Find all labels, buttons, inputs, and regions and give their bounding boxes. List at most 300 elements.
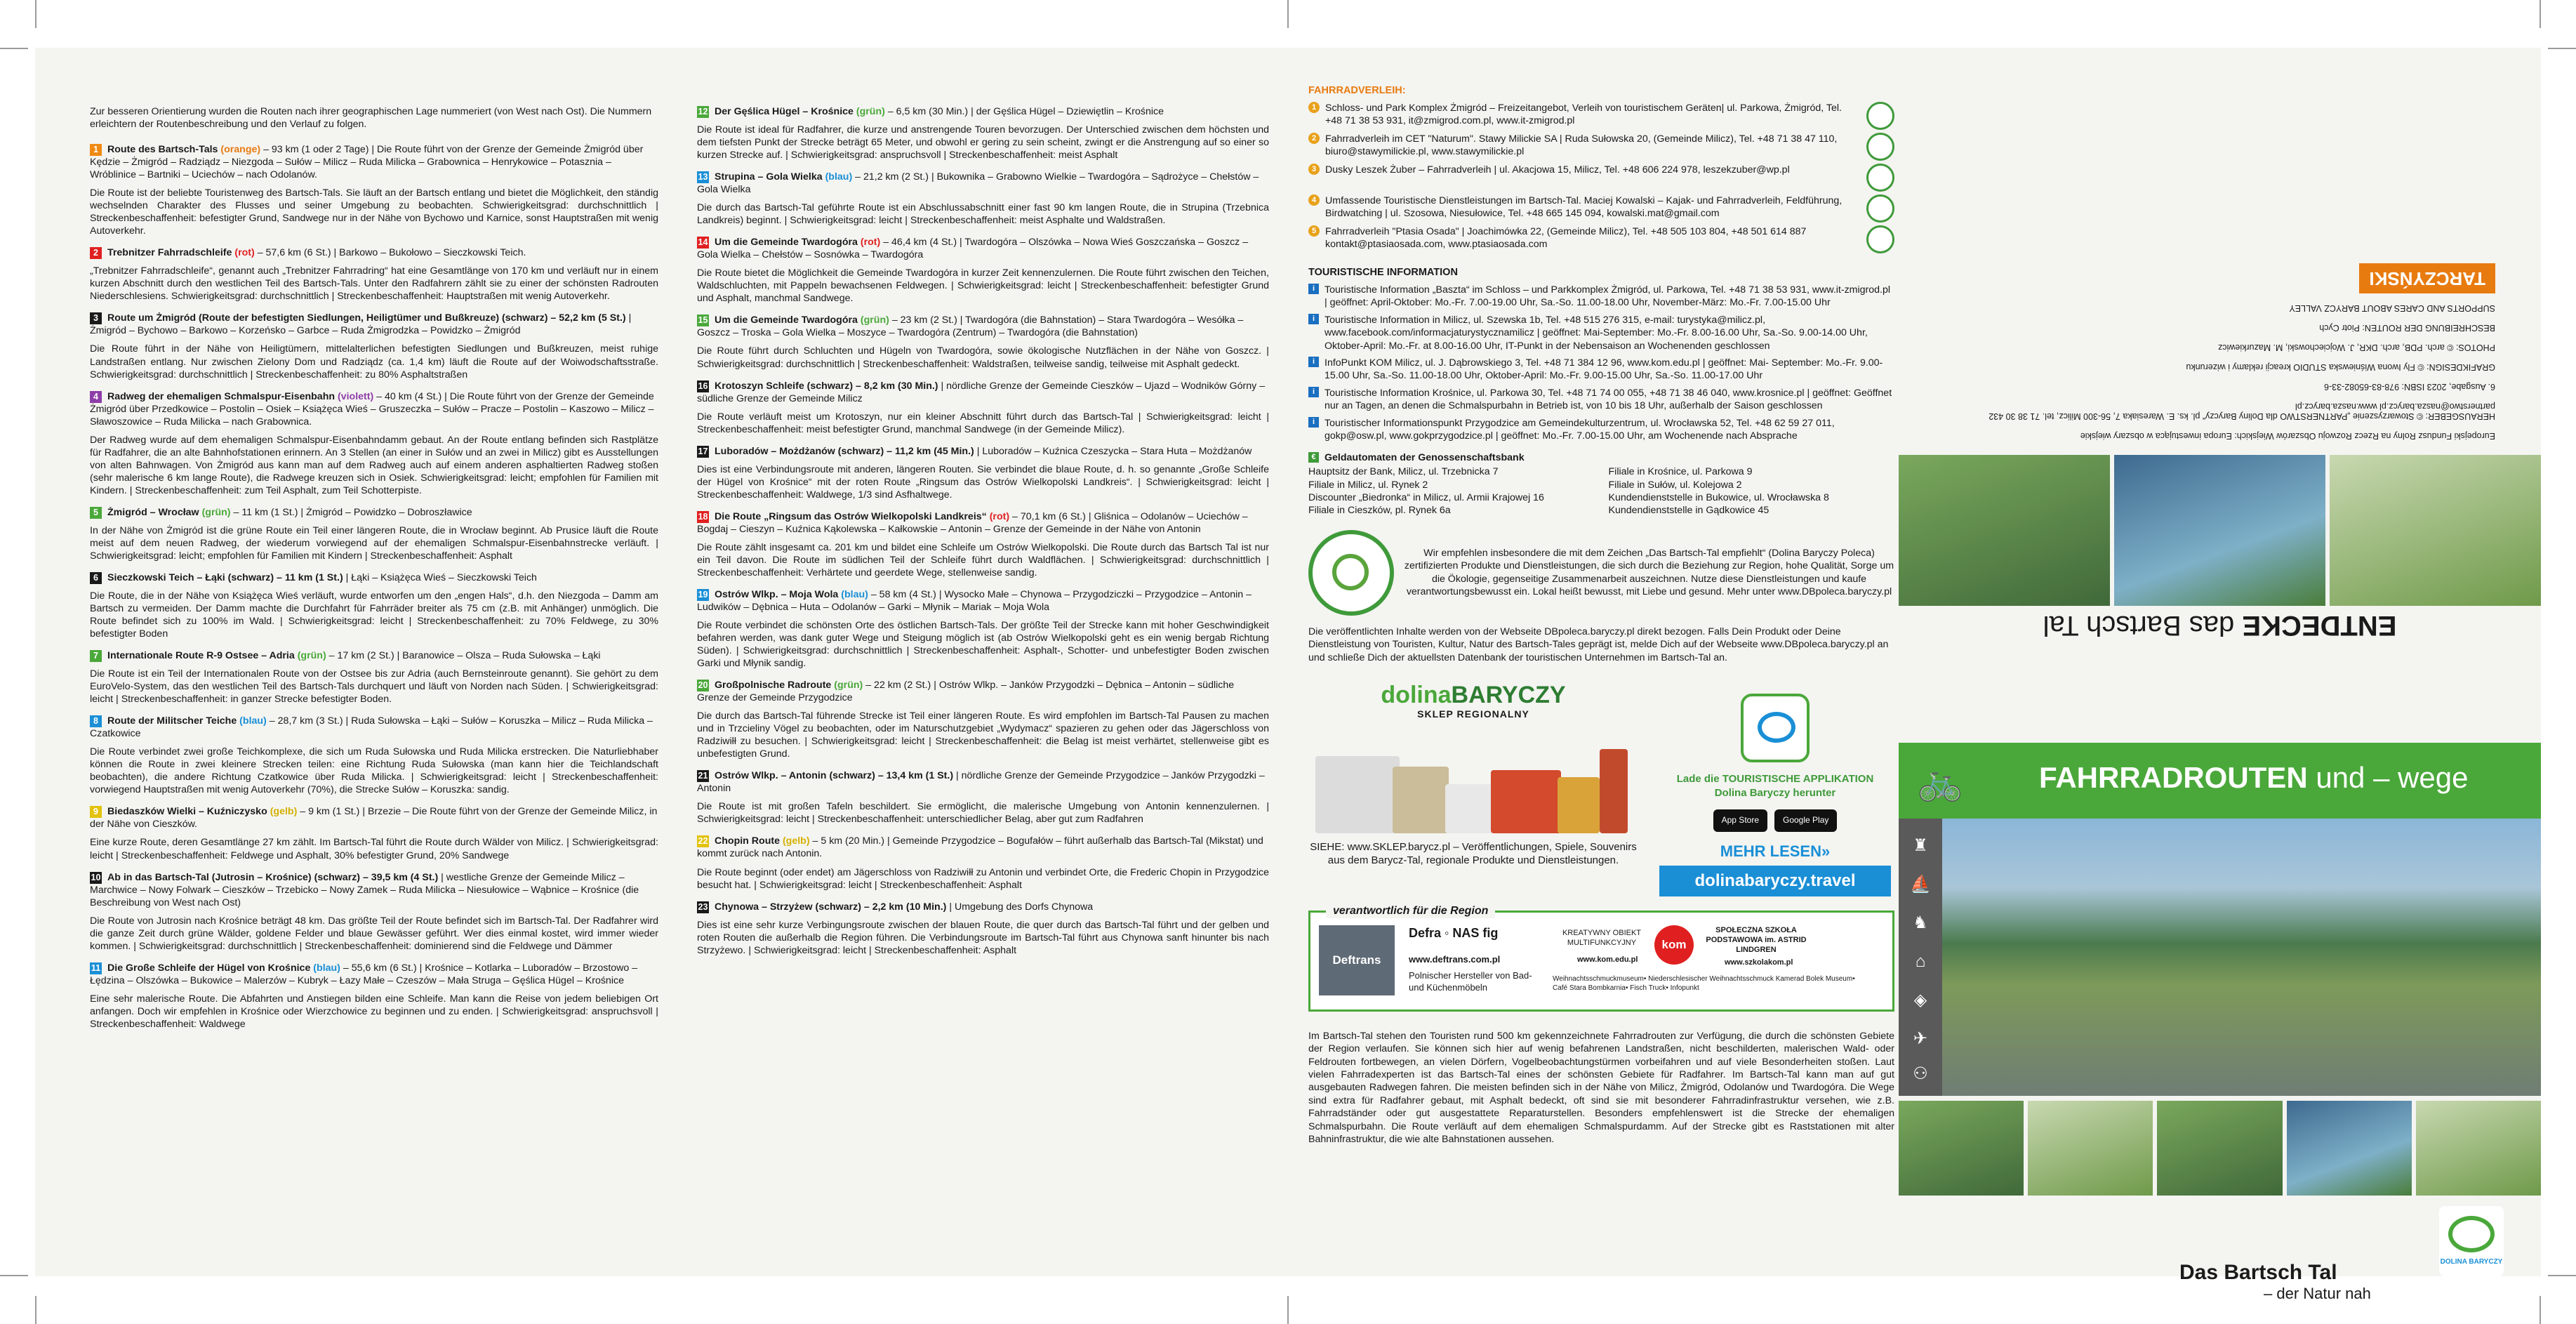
route-description: Die Route beginnt (oder endet) am Jägerschloss von Radziwiłł zu Antonin und verbindet Orte, die Frederic Chopin in Przygodzice besucht hat. | Schwierigkeitsgrad: leicht | Streckenbeschaffenheit: Asphalt (697, 866, 1269, 891)
route-number-badge: 8 (90, 715, 102, 727)
info-icon: i (1308, 357, 1319, 367)
rental-item (1308, 194, 1894, 223)
route-entry (90, 506, 658, 562)
route-info: – 6,5 km (30 Min.) | der Gęślica Hügel – Dziewiętlin – Krośnice (887, 106, 1164, 117)
route-header (90, 715, 658, 740)
brand-logos: Defra ◦ NAS fig (1409, 925, 1499, 940)
route-title: Ostrów Wlkp. – Antonin (715, 770, 827, 782)
route-entry (90, 715, 658, 796)
route-description: Dies ist eine sehr kurze Verbingungsroute zwischen der blauen Route, die quer durch das Bartsch-Tal führt und der gelben und roten Routen die außerhalb die Region führen. Die Verbindungsroute im Bartsch-Tal führt aus Chynowa sanft hinunter bis nach Strzyżewo. | Schwierigkeitsgrad: leicht | Streckenbeschaffenheit: Asphalt (697, 919, 1269, 956)
app-text: Lade die TOURISTISCHE APPLIKATION Dolina Baryczy herunter (1676, 773, 1874, 799)
route-header (90, 390, 658, 428)
bank-heading-text: Geldautomaten der Genossenschaftsbank (1324, 451, 1525, 463)
crop-mark (35, 0, 36, 28)
route-info: – 40 km (4 St.) | Die Route führt von der Grenze der Gemeinde Żmigród über Przedkowice – Postolin – Osiek – Książęca Wieś – Gruszeczka – Sułów – Pracze – Postolin – Kaszowo – Milicz – Sławoszowice – Ruda Milicka – nach Grabownica. (90, 390, 654, 428)
bike-icon: 🚲 (1909, 751, 1971, 813)
store-badges (1659, 809, 1891, 832)
route-description: In der Nähe von Żmigród ist die grüne Route ein Teil einer längeren Route, die in Wrocław beginnt. Ab Prusice läuft die Route meist auf dem neuen Radweg, der wiederum vorwiegend auf der ehemaligen Schmalspur-Eisenbahnstrecke verläuft. | Schwierigkeitsgrad: leicht; empfohlen für Familien mit Kindern | Streckenbeschaffenheit: Asphalt (90, 524, 658, 562)
cover-title-b: und – wege (2307, 761, 2469, 794)
hiking-icon: ✈ (1913, 1029, 1928, 1048)
route-color-tag: (blau) (825, 171, 853, 183)
route-info: – 28,7 km (3 St.) | Ruda Sułowska – Łąki – Sułów – Koruszka – Milicz – Ruda Milicka – Czatkowice (90, 715, 653, 740)
route-number-badge: 12 (698, 107, 708, 117)
shop-description: SIEHE: www.SKLEP.barycz.pl – Veröffentlichungen, Spiele, Souvenirs aus dem Barycz-Tal, regionale Produkte und Dienstleistungen. (1310, 840, 1637, 867)
google-play-badge[interactable]: Google Play (1774, 809, 1837, 832)
route-list-panel-2 (697, 105, 1269, 966)
route-list-panel-1 (90, 105, 658, 1040)
thumbnail-strip (1899, 1101, 2541, 1196)
horse-icon: ♞ (1913, 913, 1928, 932)
tourist-info-list (1308, 284, 1894, 443)
route-entry (90, 649, 658, 706)
sponsor-box (1308, 904, 1894, 1012)
bank-location: Filiale in Krośnice, ul. Parkowa 9 (1608, 466, 1753, 478)
route-description: Die durch das Bartsch-Tal geführte Route ist ein Abschlussabschnitt einer fast 90 km langen Route, die in Strupina (Trzebnica Landkreis) beginnt. | Schwierigkeitsgrad: leicht | Streckenbeschaffenheit: meist Asphalte und Waldstraßen. (697, 202, 1269, 227)
route-title: Der Gęślica Hügel – Krośnice (715, 106, 854, 117)
imprint-line: SUPPORTS AND CARES ABOUT BARYCZ VALLEY (2289, 303, 2495, 313)
route-entry (697, 171, 1269, 227)
tourist-info-text: InfoPunkt KOM Milicz, ul. J. Dąbrowskiego 3, Tel. +48 71 384 12 96, www.kom.edu.pl | geöffnet: Mai- September: Mo.-Fr. 9.00-15.00 Uhr, Sa.-So. 11.00-18.00 Uhr, Oktober-April: Mo.-Fr. 9.00-15.00 Uhr, Sa.-So. 11.00-17.00 Uhr (1324, 357, 1883, 382)
route-title: Die Große Schleife der Hügel von Krośnice (107, 962, 311, 974)
route-description: Dies ist eine Verbindungsroute mit anderen, längeren Routen. Sie verbindet die blaue Route, d. h. so genannte „Große Schleife der Hügel von Krośnice“ mit der roten Route „Ringsum das Ostrów Wielkopolski Landkreis“. | Schwierigkeitsgrad: leicht | Streckenbeschaffenheit: Waldwege, 1/3 sind Asfhaltwege. (697, 463, 1269, 501)
route-header (90, 649, 658, 662)
route-header (697, 901, 1269, 913)
route-description: Die Route zählt insgesamt ca. 201 km und bildet eine Schleife um Ostrów Wielkopolski. Die Route durch das Bartsch Tal ist nur ein Teil davon. Die Route im südlichen Teil der Schleife führt durch Waldflächen. | Schwierigkeitsgrad: durchschnittlich | Streckenbeschaffenheit: Verhärtete und geerdete Wege, stellenweise sandig. (697, 541, 1269, 578)
route-color-tag: (grün) (297, 650, 326, 662)
info-panel (1308, 84, 1894, 1146)
route-title: Um die Gemeinde Twardogóra (715, 315, 858, 326)
route-number-badge: 19 (698, 589, 708, 600)
school-label: SPOŁECZNA SZKOŁA PODSTAWOWA im. ASTRID LINDGREN (1706, 925, 1807, 955)
route-header (90, 871, 658, 909)
route-color-tag: (grün) (201, 506, 231, 518)
route-color-tag: (schwarz) – 11 km (1 St.) (227, 571, 343, 583)
app-store-badge[interactable]: App Store (1713, 809, 1767, 832)
route-entry (90, 805, 658, 861)
route-info: – 93 km (1 oder 2 Tage) | Die Route führt von der Grenze der Gemeinde Żmigród über Kędzie – Żmigród – Radziądz – Niezgoda – Sułów – Milicz – Ruda Milicka – Grabownica – Henrykowice – Potasznia – Wróblinice – Bartniki – Uciechów – nach Odolanów. (90, 144, 644, 181)
bed-icon: ⌂ (1915, 952, 1926, 971)
intro-paragraph: Im Bartsch-Tal stehen den Touristen rund 500 km gekennzeichnete Fahrradrouten zur Verfügung, die durch die schönsten Gebiete der Region verlaufen. Sie können sich hier auf wenig befahrenen Landstraßen, nicht beschilderten, malerischen Wald- oder Feldrouten fortbewegen, an vielen Dörfern, Vogelbeobachtungstürmen vorbeifahren und auf viele Besonderheiten stoßen. Laut vielen Fahrradexperten ist das Bartsch-Tal eines der schönsten Gebiete für Radfahrer. Im Bartsch-Tal kann man auf gut ausgebauten Radwegen fahren. Die meisten befinden sich in der Nähe von Milicz, Żmigród, Odolanów und Twardogóra. Die Wege sind extra für Radfahrer gebaut, mit Asphalt bedeckt, oft sind sie mit besonderer Fahrradinfrastruktur versehen, wie z.B. Fahrradständer oder gut ausgestattete Reparaturstellen. Besonders empfehlenswert ist die Strecke der ehemaligen Schmalspurbahn. Die Route verläuft auf dem ehemaligen Schmalspurdamm. Auf der Strecke gibt es Raststationen mit alter Bahninfrastruktur, die wie alte Bahnstationen aussehen. (1308, 1030, 1894, 1146)
route-info: – 9 km (1 St.) | Brzezie – Die Route führt von der Grenze der Gemeinde Milicz, in der Nähe von Cieszków. (90, 806, 658, 830)
route-header (90, 506, 658, 519)
thumbnail-photo (2028, 1101, 2153, 1196)
deftrans-url[interactable]: www.deftrans.com.pl (1409, 954, 1501, 965)
certified-badge-icon (1866, 164, 1894, 192)
route-number-badge: 1 (90, 144, 102, 156)
crop-mark (2548, 1275, 2576, 1276)
route-info: – 70,1 km (6 St.) | Gliśnica – Odolanów – Uciechów – Bogdaj – Cieszyn – Kuźnica Kąkolewska – Kałkowskie – Antonin – Grenze der Gemeinde in der Nähe von Antonin (697, 510, 1248, 535)
bank-list (1308, 465, 1894, 517)
route-header (697, 380, 1269, 405)
route-color-tag: (blau) (841, 588, 868, 600)
leaf-icon (2448, 1216, 2495, 1252)
read-more-label: MEHR LESEN» (1720, 842, 1831, 860)
tourist-info-item (1308, 387, 1894, 413)
cover-title (2039, 761, 2469, 795)
product-jars (1558, 777, 1600, 833)
bank-location: Filiale in Sułów, ul. Kolejowa 2 (1608, 479, 1742, 491)
route-entry (90, 871, 658, 953)
route-info: – 11 km (1 St.) | Żmigród – Powidzko – Dobroszławice (233, 506, 472, 518)
route-color-tag: (gelb) (270, 806, 298, 818)
deftrans-logo: Deftrans (1319, 925, 1395, 995)
route-title: Um die Gemeinde Twardogóra (715, 237, 858, 249)
museum-text: Weihnachtsschmuckmuseum• Niederschlesischer Weihnachtsschmuck Kamerad Bolek Museum• Café Stara Bombkarnia• Fisch Truck• Infopunkt (1553, 974, 1855, 992)
route-title: Radweg der ehemaligen Schmalspur-Eisenbahn (107, 390, 336, 402)
logo-label: DOLINA BARYCZY (2440, 1258, 2503, 1266)
route-color-tag: (rot) (860, 237, 881, 249)
imprint-line: GRAFIKDESIGN: © Fly Iwona Wiśniewska STUDIO kreacji reklamy i wizerunku (2186, 362, 2495, 372)
route-entry (697, 314, 1269, 370)
kom-logo: kom (1654, 925, 1694, 965)
route-description: Die Route ist ideal für Radfahrer, die kurze und anstrengende Touren bevorzugen. Der Unterschied zwischen dem höchsten und dem tiefsten Punkt der Strecke beträgt 65 Meter, und obwohl er gering zu sein scheint, zwingt er die Anstrengung auf so einer so kurzen Strecke auf. | Schwierigkeitsgrad: anspruchsvoll | Streckenbeschaffenheit: meist Asphalt (697, 124, 1269, 161)
imprint-line: 6. Ausgabe, 2023 ISBN: 978-83-65082-33-6 (2324, 382, 2495, 392)
route-info: | Luboradów – Kuźnica Czeszycka – Stara Huta – Możdżanów (976, 445, 1252, 457)
route-header (90, 571, 658, 584)
route-entry (697, 380, 1269, 436)
route-info: – 22 km (2 St.) | Ostrów Wlkp. – Janków Przygodzki – Dębnica – Antonin – südliche Grenze der Gemeinde Przygodzice (697, 680, 1235, 704)
school-url[interactable]: www.szkolakom.pl (1725, 958, 1793, 967)
route-description: Die Route verbindet die schönsten Orte des östlichen Bartsch-Tals. Der größte Teil der Strecke kann mit hoher Geschwindigkeit befahren werden, was dank guter Wege und Steigung möglich ist (ab Ostrów Wielkopolski geht es ein wenig bergab Richtung Süden). | Schwierigkeitsgrad: durchschnittlich | Streckenbeschaffenheit: Asphalt-, Schotter- und unbefestigter Boden zwischen Garki und Młynik sandig. (697, 620, 1269, 670)
route-info: | Umgebung des Dorfs Chynowa (949, 901, 1094, 913)
product-boxes (1491, 770, 1561, 833)
route-info: | Łąki – Książęca Wieś – Sieczkowski Teich (345, 571, 537, 583)
fish-icon: ◈ (1913, 991, 1927, 1009)
cover-title-a: FAHRRADROUTEN (2039, 761, 2308, 794)
route-entry (697, 236, 1269, 305)
route-color-tag: (rot) (989, 510, 1010, 522)
dolina-poleca-logo (1308, 530, 1394, 616)
route-header (90, 143, 658, 181)
kayak-icon: ⛵ (1910, 875, 1931, 894)
bank-location: Kundendienststelle in Gądkowice 45 (1608, 505, 1770, 517)
route-title: Biedaszków Wielki – Kuźniczysko (107, 806, 267, 818)
rental-heading: FAHRRADVERLEIH: (1308, 85, 1406, 96)
cover-subtitle: – der Natur nah (2264, 1285, 2371, 1302)
thumbnail-photo (2416, 1101, 2541, 1196)
bank-location: Kundendienststelle in Bukowice, ul. Wrocławska 8 (1608, 492, 1829, 504)
route-number-badge: 6 (90, 572, 102, 584)
route-number-badge: 23 (698, 901, 708, 912)
crop-mark (35, 1296, 36, 1324)
certificate-text: Wir empfehlen insbesondere die mit dem Zeichen „Das Bartsch-Tal empfiehlt“ (Dolina Baryczy Poleca) zertifizierten Produkte und Dienstleistungen, die sich durch die Beziehung zur Region, hohe Qualität, Sorge um die Ökologie, gegenseitige Zusammenarbeit auszeichnen. Nutze diese Dienstleistungen und kaufe verantwortungsbewusst ein. Lokal heißt bewusst, mit Liebe und gesund. Mehr unter www.DBpoleca.baryczy.pl (1404, 548, 1894, 598)
bike-icon: ⚇ (1913, 1064, 1928, 1083)
crop-mark (2540, 0, 2541, 28)
route-title: Route um Żmigród (Route der befestigten Siedlungen, Heiligtümer und Bußkreuze) (schwarz) – 52,2 km (5 St.) (107, 312, 626, 324)
shop-ad (1308, 680, 1638, 896)
route-description: Die Route ist ein Teil der Internationalen Route von der Ostsee bis zur Adria (auch Bernsteinroute genannt). Sie gehört zu dem EuroVelo-System, das den westlichen Teil des Bartsch-Tals durchquert und läuft von Norden nach Süden. | Schwierigkeitsgrad: leicht | Streckenbeschaffenheit: in ganzer Strecke befestigter Boden. (90, 668, 658, 706)
route-info: – 23 km (2 St.) | Twardogóra (die Bahnstation) – Stara Twardogóra – Wesółka – Goszcz – Troska – Gola Wielka – Moszyce – Twardogóra (Zentrum) – Twardogóra (die Bahnstation) (697, 315, 1244, 339)
route-number-badge: 22 (698, 836, 708, 847)
product-bottle (1600, 749, 1628, 833)
cover-panel (1899, 48, 2541, 1302)
certified-badge-icon (1866, 102, 1894, 130)
kom-url[interactable]: www.kom.edu.pl (1577, 955, 1638, 964)
route-description: Eine kurze Route, deren Gesamtlänge 27 km zählt. Im Bartsch-Tal führt die Route durch Wälder von Milicz. | Schwierigkeitsgrad: leicht | Streckenbeschaffenheit: Feldwege und Asphalt, 30% befestigter Grund, 20% Sandwege (90, 837, 658, 861)
product-cups (1445, 784, 1494, 833)
route-header (697, 236, 1269, 261)
certified-badge-icon (1866, 133, 1894, 161)
route-info: – 57,6 km (6 St.) | Barkowo – Bukołowo – Sieczkowski Teich. (257, 247, 526, 259)
rental-item (1308, 164, 1894, 192)
imprint-line: PHOTOS: © arch. PDB, arch. DKR, J. Wojciechowski, M. Mazurkiewicz (2218, 343, 2495, 352)
route-color-tag: (violett) (338, 390, 374, 402)
info-icon: i (1308, 284, 1319, 294)
imprint-line: Europejski Fundusz Rolny na Rzecz Rozwoju Obszarów Wiejskich: Europa inwestująca w obszary wiejskie (2080, 431, 2495, 441)
route-entry (697, 769, 1269, 826)
tourist-info-text: Touristische Information in Milicz, ul. Szewska 1b, Tel. +48 515 276 315, e-mail: turystyka@milicz.pl, www.facebook.com/informacjaturystycznamilicz | geöffnet: Mai-September: Mo.-Fr. 8.00-16.00 Uhr, Sa.-So. 9.00-14.00 Uhr, Oktober-April: Mo.-Fr. at 8.00-16.00 Uhr, IT-Punkt in der Nebensaison an Wochenenden geschlossen (1324, 314, 1868, 352)
tourist-info-text: Touristische Information „Baszta“ im Schloss – und Parkkomplex Żmigród, ul. Parkowa, Tel. +48 71 38 53 931, www.it-zmigrod.pl | geöffnet: April-Oktober: Mo.-Fr. 7.00-19.00 Uhr, Sa.-So. 11.00-18.00 Uhr, November-März: Mo.-Fr. 7.00-15.00 Uhr (1324, 284, 1891, 309)
certified-badge-icon (1866, 194, 1894, 223)
route-color-tag: (schwarz) – 11,2 km (45 Min.) (837, 445, 974, 457)
rental-text: Fahrradverleih im CET "Naturum". Stawy Milickie SA | Ruda Sułowska 20, (Gemeinde Milicz), Tel. +48 71 38 47 110, biuro@stawymilickie.pl, www.stawymilickie.pl (1325, 133, 1838, 158)
rental-text: Fahrradverleih "Ptasia Osada" | Joachimówka 22, (Gemeinde Milicz), Tel. +48 505 103 804, +48 501 614 887 kontakt@ptasiaosada.com, www.ptasiaosada.com (1325, 225, 1807, 251)
route-header (90, 246, 658, 259)
route-number-badge: 3 (90, 312, 102, 324)
read-more-link[interactable]: dolinabaryczy.travel (1659, 866, 1891, 896)
shop-logo-b: BARYCZY (1451, 682, 1566, 709)
route-number-badge: 14 (698, 237, 708, 248)
crop-mark (0, 48, 28, 49)
route-color-tag: (schwarz) – 13,4 km (1 St.) (829, 770, 954, 782)
route-entry (697, 105, 1269, 161)
route-info: – 21,2 km (2 St.) | Bukownika – Grabowno Wielkie – Twardogóra – Sądrożyce – Chełstów – Gola Wielka (697, 171, 1259, 196)
route-entry (90, 246, 658, 303)
photo-cyclists-1 (1899, 455, 2110, 606)
route-color-tag: (schwarz) – 2,2 km (10 Min.) (815, 901, 947, 913)
route-number-badge: 15 (698, 315, 708, 326)
tourist-info-item (1308, 417, 1894, 443)
route-description: Die Route bietet die Möglichkeit die Gemeinde Twardogóra in kurzer Zeit kennenzulernen. Die Route führt zwischen den Teichen, Waldschluchten, mit Pappeln bewachsenen Feldwegen. | Schwierigkeitsgrad: leicht | Streckenbeschaffenheit: befestigter Grund und Asphalt, manchmal Sandwege. (697, 267, 1269, 305)
route-title: Route der Militscher Teiche (107, 715, 237, 727)
route-header (697, 588, 1269, 614)
activity-icon-bar (1899, 819, 1942, 1096)
route-info: – 58 km (4 St.) | Wysocko Małe – Chynowa – Przygodziczki – Przygodzice – Antonin – Ludwików – Dębnica – Huta – Odolanów – Garki – Młynik – Mariak – Moja Wola (697, 588, 1252, 613)
route-description: Die durch das Bartsch-Tal führende Strecke ist Teil einer längeren Route. Es wird empfohlen im Bartsch-Tal Pausen zu machen und in Trzcieliny Vögel zu beobachten, oder im Naturschutzgebiet „Wydymacz“ spazieren zu gehen oder das Jägerschloss von Radziwiłł zu besuchen. | Schwierigkeitsgrad: leicht | Streckenbeschaffenheit: die Belag ist meist verhärtet, stellenweise gibt es unbefestigten Grund. (697, 710, 1269, 760)
photo-fountain (2330, 455, 2541, 606)
route-entry (90, 962, 658, 1031)
crop-mark (2548, 48, 2576, 49)
info-icon: i (1308, 387, 1319, 397)
route-number-badge: 13 (698, 172, 708, 183)
route-title: Internationale Route R-9 Ostsee – Adria (107, 650, 295, 662)
route-number-badge: 17 (698, 446, 708, 456)
app-ad (1659, 680, 1891, 896)
route-number-badge: 18 (698, 511, 708, 522)
photo-cyclists-2 (2114, 455, 2325, 606)
route-entry (697, 901, 1269, 957)
route-title: Großpolnische Radroute (715, 680, 832, 691)
bank-location: Hauptsitz der Bank, Milicz, ul. Trzebnicka 7 (1308, 466, 1499, 478)
app-icon (1741, 694, 1810, 762)
route-number-badge: 4 (90, 391, 102, 403)
discover-heading-b: das Bartsch Tal (2043, 610, 2243, 641)
product-bag (1393, 767, 1449, 833)
imprint-block (1934, 76, 2495, 441)
route-list (697, 105, 1269, 957)
rental-item (1308, 133, 1894, 161)
discover-heading (1899, 609, 2541, 641)
route-title: Strupina – Gola Wielka (715, 171, 823, 183)
sponsor-box-title: verantwortlich für die Region (1326, 904, 1495, 919)
route-header (90, 805, 658, 830)
tourist-info-item (1308, 284, 1894, 310)
tourist-info-item (1308, 314, 1894, 352)
route-info: – 46,4 km (4 St.) | Twardogóra – Olszówka – Nowa Wieś Goszczańska – Goszcz – Gola Wielka – Chełstów – Sosnówka – Twardogóra (697, 237, 1249, 261)
route-info: | westliche Grenze der Gemeinde Milicz – Marchwice – Nowy Folwark – Cieszków – Trzebicko – Nowy Zamek – Ruda Milicka – Niesułowice – Wąbnice – Krośnice (die Beschreibung von West nach Ost) (90, 871, 639, 908)
bank-location: Filiale in Milicz, ul. Rynek 2 (1308, 479, 1428, 491)
route-color-tag: (blau) (313, 962, 340, 974)
certified-badge-icon (1866, 225, 1894, 253)
route-description: Die Route verläuft meist um Krotoszyn, nur ein kleiner Abschnitt führt durch das Bartsch-Tal | Schwierigkeitsgrad: leicht | Streckenbeschaffenheit: meist befestigter Grund, manchmal Sandwege (in der Gemeinde Milicz). (697, 411, 1269, 435)
rental-item (1308, 102, 1894, 130)
route-title: Krotoszyn Schleife (715, 380, 804, 392)
rental-text: Dusky Leszek Żuber – Fahrradverleih | ul. Akacjowa 15, Milicz, Tel. +48 606 224 978, leszekzuber@wp.pl (1325, 164, 1790, 176)
photo-strip (1899, 455, 2541, 606)
shop-logo (1308, 680, 1638, 710)
rental-number: 5 (1308, 225, 1320, 237)
route-entry (697, 445, 1269, 501)
route-header (697, 679, 1269, 704)
route-title: Chynowa – Strzyżew (715, 901, 813, 913)
route-entry (90, 390, 658, 497)
shop-subtitle: SKLEP REGIONALNY (1417, 708, 1529, 720)
route-header (697, 314, 1269, 339)
route-number-badge: 10 (91, 872, 101, 882)
route-title: Ostrów Wlkp. – Moja Wola (715, 588, 839, 600)
route-title: Trebnitzer Fahrradschleife (107, 247, 232, 259)
route-header (90, 312, 658, 337)
route-description: Die Route ist der beliebte Touristenweg des Bartsch-Tals. Sie läuft an der Bartsch entlang und bietet die Möglichkeit, den ständig wechselnden Charakter des Flusses und seiner Umgebung zu beobachten. Schwierigkeitsgrad: durchschnittlich | Streckenbeschaffenheit: befestigter Grund, Sandwege nur in der Nähe von Bychowo und Karnice, sonst Hauptstraßen mit wenig Autoverkehr. (90, 187, 658, 237)
route-number-badge: 9 (90, 806, 102, 818)
route-title: Chopin Route (715, 835, 780, 847)
route-number-badge: 7 (90, 650, 102, 662)
route-entry (90, 143, 658, 237)
rental-number: 3 (1308, 164, 1320, 175)
route-color-tag: (grün) (834, 680, 863, 691)
imprint-line: BESCHREIBUNG DER ROUTEN: Piotr Cych (2319, 323, 2495, 333)
route-color-tag: (grün) (856, 106, 885, 117)
product-tshirt (1315, 756, 1400, 833)
rental-list (1308, 102, 1894, 253)
kom-label: KREATYWNY OBIEKT MULTIFUNKCYJNY (1562, 928, 1642, 947)
route-entry (697, 835, 1269, 891)
ads-row (1308, 680, 1894, 896)
route-color-tag: (schwarz) – 8,2 km (30 Min.) (806, 380, 938, 392)
route-info: – 17 km (2 St.) | Baranowice – Olsza – Ruda Sułowska – Łąki (328, 650, 601, 662)
route-header (697, 769, 1269, 795)
imprint-line: HERAUSGEBER: © Stowarzyszenie „PARTNERSTWO dla Doliny Baryczy“ pl. ks. E. Waresiaka 7, 56-300 Milicz, tel. 71 38 30 432 partnerstwo@nasza.barycz.pl www.nasza.barycz.pl (1989, 402, 2495, 421)
route-description: Die Route führt in der Nähe von Heiligtümern, mittelalterlichen befestigten Siedlungen und Bußkreuzen, meist ruhige Landstraßen entlang. Nur zwischen Zielony Dom und Radziądz (ca. 1,4 km) läuft die Route auf der Woiwodschaftsstraße. Schwierigkeitsgrad: durchschnittlich | Streckenbeschaffenheit: zu 80% Asphaltstraßen (90, 343, 658, 380)
route-entry (697, 679, 1269, 760)
hero-photo-pier-with-bicycles (1899, 819, 2541, 1096)
publication-note: Die veröffentlichten Inhalte werden von der Webseite DBpoleca.baryczy.pl direkt bezogen. Falls Dein Produkt oder Deine Dienstleistung von Touristen, Kultur, Natur des Bartsch-Tales geprägt ist, melde Dich auf der Webseite www.DBpoleca.baryczy.pl an und schließe Dich der aktuellsten Datenbank der touristischen Unternehmen im Bartsch-Tal an. (1308, 625, 1889, 663)
route-description: Die Route führt durch Schluchten und Hügeln von Twardogóra, sowie ökologische Nutzflächen in der Nähe von Goszcz. | Schwierigkeitsgrad: durchschnittlich | Streckenbeschaffenheit: Waldstraßen, teilweise sandig, teilweise mit Asphalt gedeckt. (697, 345, 1269, 370)
rental-number: 2 (1308, 133, 1320, 144)
rental-item (1308, 225, 1894, 253)
route-color-tag: (blau) (239, 715, 267, 727)
route-info: | Żmigród – Bychowo – Barkowo – Korzeńsko – Garbce – Ruda Żmigrodzka – Powidzko – Żmigród (90, 312, 632, 337)
tourist-info-item (1308, 357, 1894, 383)
shop-logo-a: dolina (1381, 682, 1452, 709)
route-header (697, 510, 1269, 536)
rental-number: 4 (1308, 194, 1320, 206)
route-color-tag: (gelb) (782, 835, 810, 847)
route-info: – 5 km (20 Min.) | Gemeinde Przygodzice – Bogufałów – führt außerhalb das Bartsch-Tal (Mikstat) und kommt zurück nach Antonin. (697, 835, 1263, 860)
route-description: Die Route ist mit großen Tafeln beschildert. Sie ermöglicht, die malerische Umgebung von Antonin kennenzulernen. | Schwierigkeitsgrad: leicht | Streckenbeschaffenheit: unterschiedlicher Belag, aber gut zum Radfahren (697, 801, 1269, 826)
rental-number: 1 (1308, 102, 1320, 113)
route-description: Eine sehr malerische Route. Die Abfahrten und Anstiegen bilden eine Schleife. Man kann die Reise von jedem beliebigen Ort anfangen. Doch wir empfehlen in Krośnice oder Wierzchowice zu beginnen und zu enden. | Schwierigkeitsgrad: anspruchsvoll | Streckenbeschaffenheit: Waldwege (90, 993, 658, 1030)
route-number-badge: 21 (698, 771, 708, 781)
tourist-info-text: Touristischer Informationspunkt Przygodzice am Gemeindekulturzentrum, ul. Wrocławska 52, Tel. +48 62 59 27 011, gokp@osw.pl, www.gokprzygodzice.pl | geöffnet: Mo.-Fr. 7.00-15.00 Uhr, am Wochenende nach Absprache (1324, 417, 1835, 442)
certificate-block (1308, 530, 1894, 616)
discover-heading-a: ENTDECKE (2242, 610, 2397, 641)
route-title: Route des Bartsch-Tals (107, 144, 218, 156)
crop-mark (1287, 1296, 1289, 1324)
atm-icon: € (1308, 452, 1319, 463)
route-header (697, 835, 1269, 860)
route-description: Die Route, die in der Nähe von Książęca Wieś verläuft, wurde entworfen um den „engen Hals“, d.h. den Niezgoda – Damm am Bartsch zu vermeiden. Der Damm machte die Durchfahrt für Fahrräder breiter als 75 cm (z.B. mit Anhänger) unmöglich. Die Route befindet sich zu 100% im Wald. | Schwierigkeitsgrad: leicht | Streckenbeschaffenheit: zu 70% Feldwege, zu 30% befestigter Boden (90, 590, 658, 640)
rental-text: Schloss- und Park Komplex Żmigród – Freizeitangebot, Verleih von touristischem Geräten| ul. Parkowa, Żmigród, Tel. +48 71 38 53 931, it@zmigrod.com.pl, www.it-zmigrod.pl (1325, 102, 1842, 127)
rental-text: Umfassende Touristische Dienstleistungen im Bartsch-Tal. Maciej Kowalski – Kajak- und Fahrradverleih, Feldführung, Birdwatching | ul. Szosowa, Niesułowice, Tel. +48 665 145 094, kowalski.mat@gmail.com (1325, 194, 1843, 220)
route-description: „Trebnitzer Fahrradschleife“, genannt auch „Trebnitzer Fahrradring“ hat eine Gesamtlänge von 170 km und verläuft nur in einem kurzen Abschnitt durch den westlichen Teil des Bartsch-Tals. Unter den Radfahrern zählt sie zu einer der schönsten Radrouten Niederschlesiens. Schwierigkeitsgrad: durchschnittlich | Streckenbeschaffenheit: Hauptstraßen mit wenig Autoverkehr. (90, 265, 658, 303)
route-number-badge: 16 (698, 380, 708, 391)
route-list (90, 143, 658, 1031)
route-description: Der Radweg wurde auf dem ehemaligen Schmalspur-Eisenbahndamm gebaut. An der Route entlang befinden sich Rastplätze für Radfahrer, die an alte Bahnhofstationen erinnern. An 3 Stellen (an einer in Sułów und an zwei in Milicz) gibt es Ausstellungen von alten Bahnwagen. Von Żmigród aus kann man auf dem Radweg auch auf einem anderen asphaltierten Radweg stoßen (sehr malerische 6 km lange Route), die Radwege kreuzen sich in Osiek. Schwierigkeitsgrad: leicht; empfohlen für Familien mit Kindern. | Streckenbeschaffenheit: zum Teil Asphalt, zum Teil Schotterpiste. (90, 434, 658, 496)
route-header (90, 962, 658, 987)
route-number-badge: 20 (698, 680, 708, 691)
crop-mark (1287, 0, 1289, 28)
thumbnail-photo (1899, 1101, 2024, 1196)
deftrans-subtitle: Polnischer Hersteller von Bad- und Küchenmöbeln (1409, 969, 1532, 993)
route-header (697, 105, 1269, 118)
dolina-baryczy-logo (2439, 1206, 2504, 1276)
route-title: Żmigród – Wrocław (107, 506, 199, 518)
thumbnail-photo (2157, 1101, 2282, 1196)
route-color-tag: (rot) (234, 247, 255, 259)
bank-location: Filiale in Cieszków, pl. Rynek 6a (1308, 505, 1451, 517)
bank-heading (1308, 451, 1894, 464)
bank-list-left (1308, 465, 1595, 517)
route-entry (697, 510, 1269, 579)
route-info: | nördliche Grenze der Gemeinde Przygodzice – Janków Przygodzki – Antonin (697, 770, 1265, 795)
bank-location: Discounter „Biedronka“ in Milicz, ul. Armii Krajowej 16 (1308, 492, 1544, 504)
route-number-badge: 5 (90, 507, 102, 519)
route-header (697, 445, 1269, 458)
route-entry (90, 571, 658, 640)
route-title: Die Route „Ringsum das Ostrów Wielkopolski Landkreis“ (715, 510, 987, 522)
bank-list-right (1609, 465, 1895, 517)
route-title: Sieczkowski Teich – Łąki (107, 571, 225, 583)
deftrans-info (1409, 925, 1549, 994)
imprint-line: TARCZYŃSKI (2359, 263, 2495, 293)
info-icon: i (1308, 417, 1319, 428)
cover-main-title: Das Bartsch Tal (2179, 1261, 2337, 1284)
route-info: | nördliche Grenze der Gemeinde Cieszków – Ujazd – Wodników Górny – südliche Grenze der Gemeinde Milicz (697, 380, 1266, 404)
route-number-badge: 2 (90, 247, 102, 259)
crop-mark (2540, 1296, 2541, 1324)
route-color-tag: (schwarz) – 39,5 km (4 St.) (314, 871, 439, 883)
route-entry (697, 588, 1269, 670)
castle-icon: ♜ (1913, 836, 1928, 855)
route-title: Luboradów – Możdżanów (715, 445, 835, 457)
route-color-tag: (orange) (220, 144, 261, 156)
route-number-badge: 11 (91, 962, 101, 973)
intro-text: Zur besseren Orientierung wurden die Routen nach ihrer geographischen Lage nummeriert (von West nach Ost). Die Nummern erleichtern der Routenbeschreibung und den Verlauf zu folgen. (90, 106, 652, 131)
route-description: Die Route verbindet zwei große Teichkomplexe, die sich um Ruda Sułowska und Ruda Milicka erstrecken. Die Naturliebhaber können die Route in zwei kleinere Strecken teilen: eine Richtung Ruda Sułowska (man kann hier die Teichlandschaft beobachten), die andere Richtung Czatkowice über Ruda Milicka. | Schwierigkeitsgrad: leicht | Streckenbeschaffenheit: vorwiegend Hauptstraßen mit wenig Autoverkehr (70%), die Strecke Sułów – Koruszka: sandig. (90, 746, 658, 796)
tourist-info-heading: TOURISTISCHE INFORMATION (1308, 266, 1458, 278)
product-image (1308, 728, 1638, 833)
